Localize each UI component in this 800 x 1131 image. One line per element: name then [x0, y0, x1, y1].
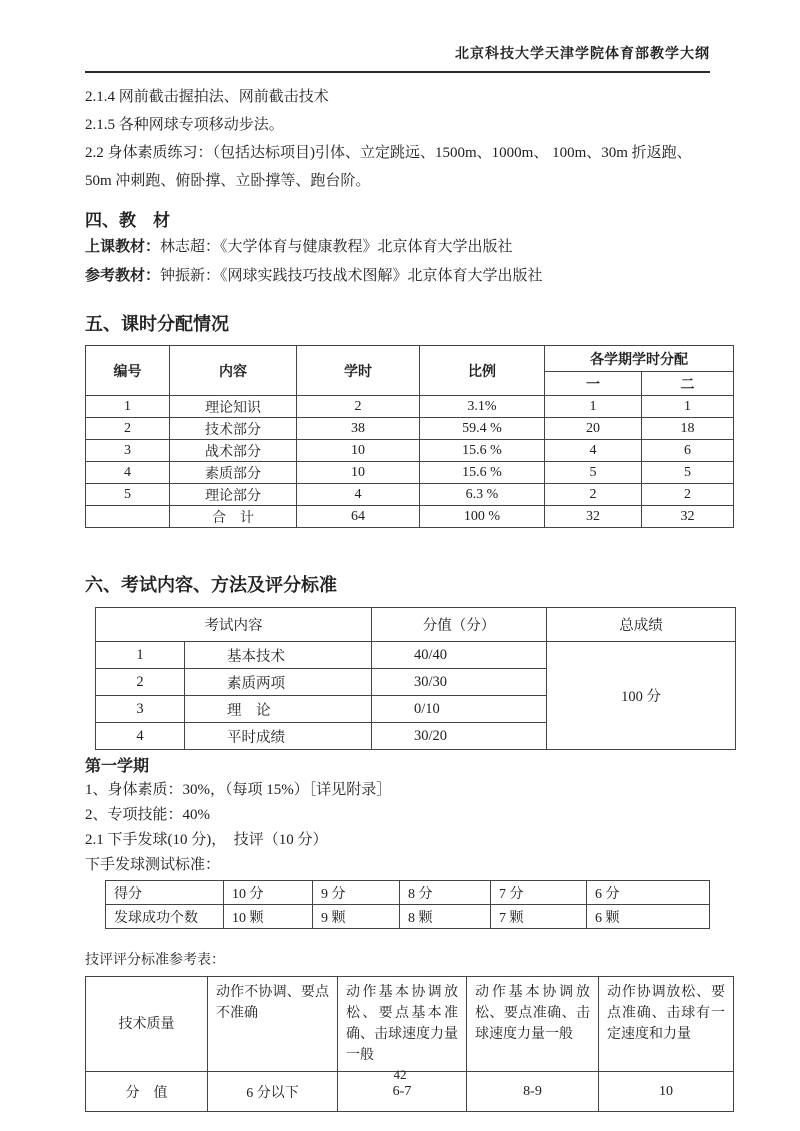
textbook-text: 林志超：《大学体育与健康教程》北京体育大学出版社	[160, 239, 513, 255]
table-header-row	[86, 977, 734, 1072]
table-cell: 5	[642, 462, 734, 484]
table-cell: 2	[642, 484, 734, 506]
reference-line	[85, 262, 735, 291]
table-row	[96, 642, 736, 669]
section-six-title: 六、考试内容、方法及评分标准	[85, 575, 337, 595]
table-cell: 64	[297, 506, 420, 528]
table-row	[106, 881, 710, 905]
tech-table-caption: 技评评分标准参考表：	[85, 953, 225, 968]
exam-content-table	[95, 607, 736, 750]
serve-test-table	[105, 880, 710, 929]
table-header-row	[86, 346, 734, 372]
page-number: 42	[393, 1067, 407, 1082]
table-cell: 4	[297, 484, 420, 506]
quality-label-cell: 技术质量	[86, 977, 208, 1072]
table-cell: 平时成绩	[185, 723, 372, 750]
table-cell: 10	[297, 440, 420, 462]
table-cell: 4	[96, 723, 185, 750]
table-row	[86, 396, 734, 418]
table-header-row	[96, 608, 736, 642]
tech-evaluation-table	[85, 976, 734, 1112]
col-header-content: 内容	[170, 346, 297, 396]
table-cell: 5	[86, 484, 170, 506]
col-header-hours: 学时	[297, 346, 420, 396]
subcol-sem2: 二	[642, 372, 734, 396]
value-cell: 6-7	[338, 1072, 467, 1112]
table-row	[106, 905, 710, 929]
table-cell: 2	[545, 484, 642, 506]
table-cell: 32	[642, 506, 734, 528]
col-header-no: 编号	[86, 346, 170, 396]
col-header-ratio: 比例	[420, 346, 545, 396]
table-cell: 0/10	[372, 696, 547, 723]
intro-line: 2.2 身体素质练习：（包括达标项目)引体、立定跳远、1500m、1000m、 100m、30m 折返跑、	[85, 145, 692, 161]
col-header-score: 分值（分）	[372, 608, 547, 642]
table-total-row	[86, 506, 734, 528]
table-cell: 1	[86, 396, 170, 418]
semester-line: 1、身体素质：30%，（每项 15%）［详见附录］	[85, 782, 392, 798]
col-header-semester: 各学期学时分配	[545, 346, 734, 372]
table-cell: 战术部分	[170, 440, 297, 462]
table-cell: 基本技术	[185, 642, 372, 669]
table-cell: 2	[297, 396, 420, 418]
header-rule	[85, 71, 710, 73]
table-cell: 7 颗	[491, 905, 587, 929]
table-cell: 10 分	[224, 881, 313, 905]
intro-line: 50m 冲刺跑、俯卧撑、立卧撑等、跑台阶。	[85, 173, 371, 189]
table-cell: 9 分	[313, 881, 400, 905]
table-cell: 合 计	[170, 506, 297, 528]
intro-line: 2.1.4 网前截击握拍法、网前截击技术	[85, 89, 329, 105]
intro-paragraphs	[85, 83, 735, 195]
table-cell: 18	[642, 418, 734, 440]
table-cell: 1	[642, 396, 734, 418]
table-cell: 素质部分	[170, 462, 297, 484]
table-cell: 发球成功个数	[106, 905, 224, 929]
table-cell: 7 分	[491, 881, 587, 905]
quality-level-cell: 动作协调放松、要点准确、击球有一定速度和力量	[599, 977, 734, 1072]
semester-line: 2、专项技能：40%	[85, 807, 210, 823]
table-row	[86, 484, 734, 506]
textbook-label: 上课教材：	[85, 239, 161, 255]
total-score-cell: 100 分	[547, 642, 736, 750]
section-four-title: 四、教 材	[85, 211, 170, 230]
quality-level-cell: 动作基本协调放松、要点准确、击球速度力量一般	[467, 977, 599, 1072]
intro-line: 2.1.5 各种网球专项移动步法。	[85, 117, 284, 133]
table-cell: 15.6 %	[420, 462, 545, 484]
value-cell: 6 分以下	[208, 1072, 338, 1112]
value-label-cell: 分 值	[86, 1072, 208, 1112]
table-cell: 10	[297, 462, 420, 484]
table-cell: 30/20	[372, 723, 547, 750]
value-cell: 10	[599, 1072, 734, 1112]
table-cell: 1	[96, 642, 185, 669]
semester-line: 2.1 下手发球(10 分)， 技评（10 分）	[85, 832, 328, 848]
table-cell	[86, 506, 170, 528]
table-cell: 5	[545, 462, 642, 484]
table-cell: 9 颗	[313, 905, 400, 929]
table-cell: 10 颗	[224, 905, 313, 929]
table-cell: 1	[545, 396, 642, 418]
table-cell: 6.3 %	[420, 484, 545, 506]
subcol-sem1: 一	[545, 372, 642, 396]
table-row	[86, 462, 734, 484]
reference-label: 参考教材：	[85, 268, 161, 284]
table-cell: 得分	[106, 881, 224, 905]
table-cell: 2	[86, 418, 170, 440]
reference-text: 钟振新：《网球实践技巧技战术图解》北京体育大学出版社	[160, 268, 543, 284]
quality-level-cell: 动作不协调、要点不准确	[208, 977, 338, 1072]
table-cell: 3	[86, 440, 170, 462]
serve-table-caption: 下手发球测试标准：	[85, 857, 221, 873]
table-cell: 59.4 %	[420, 418, 545, 440]
table-cell: 4	[86, 462, 170, 484]
table-cell: 4	[545, 440, 642, 462]
semester-one-title: 第一学期	[85, 758, 150, 775]
table-cell: 20	[545, 418, 642, 440]
table-cell: 8 分	[400, 881, 491, 905]
table-cell: 6	[642, 440, 734, 462]
value-cell: 8-9	[467, 1072, 599, 1112]
table-cell: 3.1%	[420, 396, 545, 418]
table-cell: 6 分	[587, 881, 710, 905]
table-cell: 40/40	[372, 642, 547, 669]
table-cell: 技术部分	[170, 418, 297, 440]
section-five-title: 五、课时分配情况	[85, 314, 229, 334]
hours-allocation-table	[85, 345, 734, 528]
table-row	[86, 418, 734, 440]
table-cell: 38	[297, 418, 420, 440]
table-cell: 素质两项	[185, 669, 372, 696]
table-cell: 6 颗	[587, 905, 710, 929]
table-cell: 32	[545, 506, 642, 528]
table-cell: 2	[96, 669, 185, 696]
table-cell: 理论部分	[170, 484, 297, 506]
table-cell: 100 %	[420, 506, 545, 528]
table-cell: 30/30	[372, 669, 547, 696]
table-cell: 3	[96, 696, 185, 723]
table-cell: 8 颗	[400, 905, 491, 929]
table-cell: 15.6 %	[420, 440, 545, 462]
col-header-total: 总成绩	[547, 608, 736, 642]
col-header-exam: 考试内容	[96, 608, 372, 642]
table-cell: 理论知识	[170, 396, 297, 418]
quality-level-cell: 动作基本协调放松、要点基本准确、击球速度力量一般	[338, 977, 467, 1072]
table-row	[86, 440, 734, 462]
page-header-title: 北京科技大学天津学院体育部教学大纲	[455, 47, 710, 62]
textbook-line	[85, 233, 735, 262]
table-cell: 理 论	[185, 696, 372, 723]
